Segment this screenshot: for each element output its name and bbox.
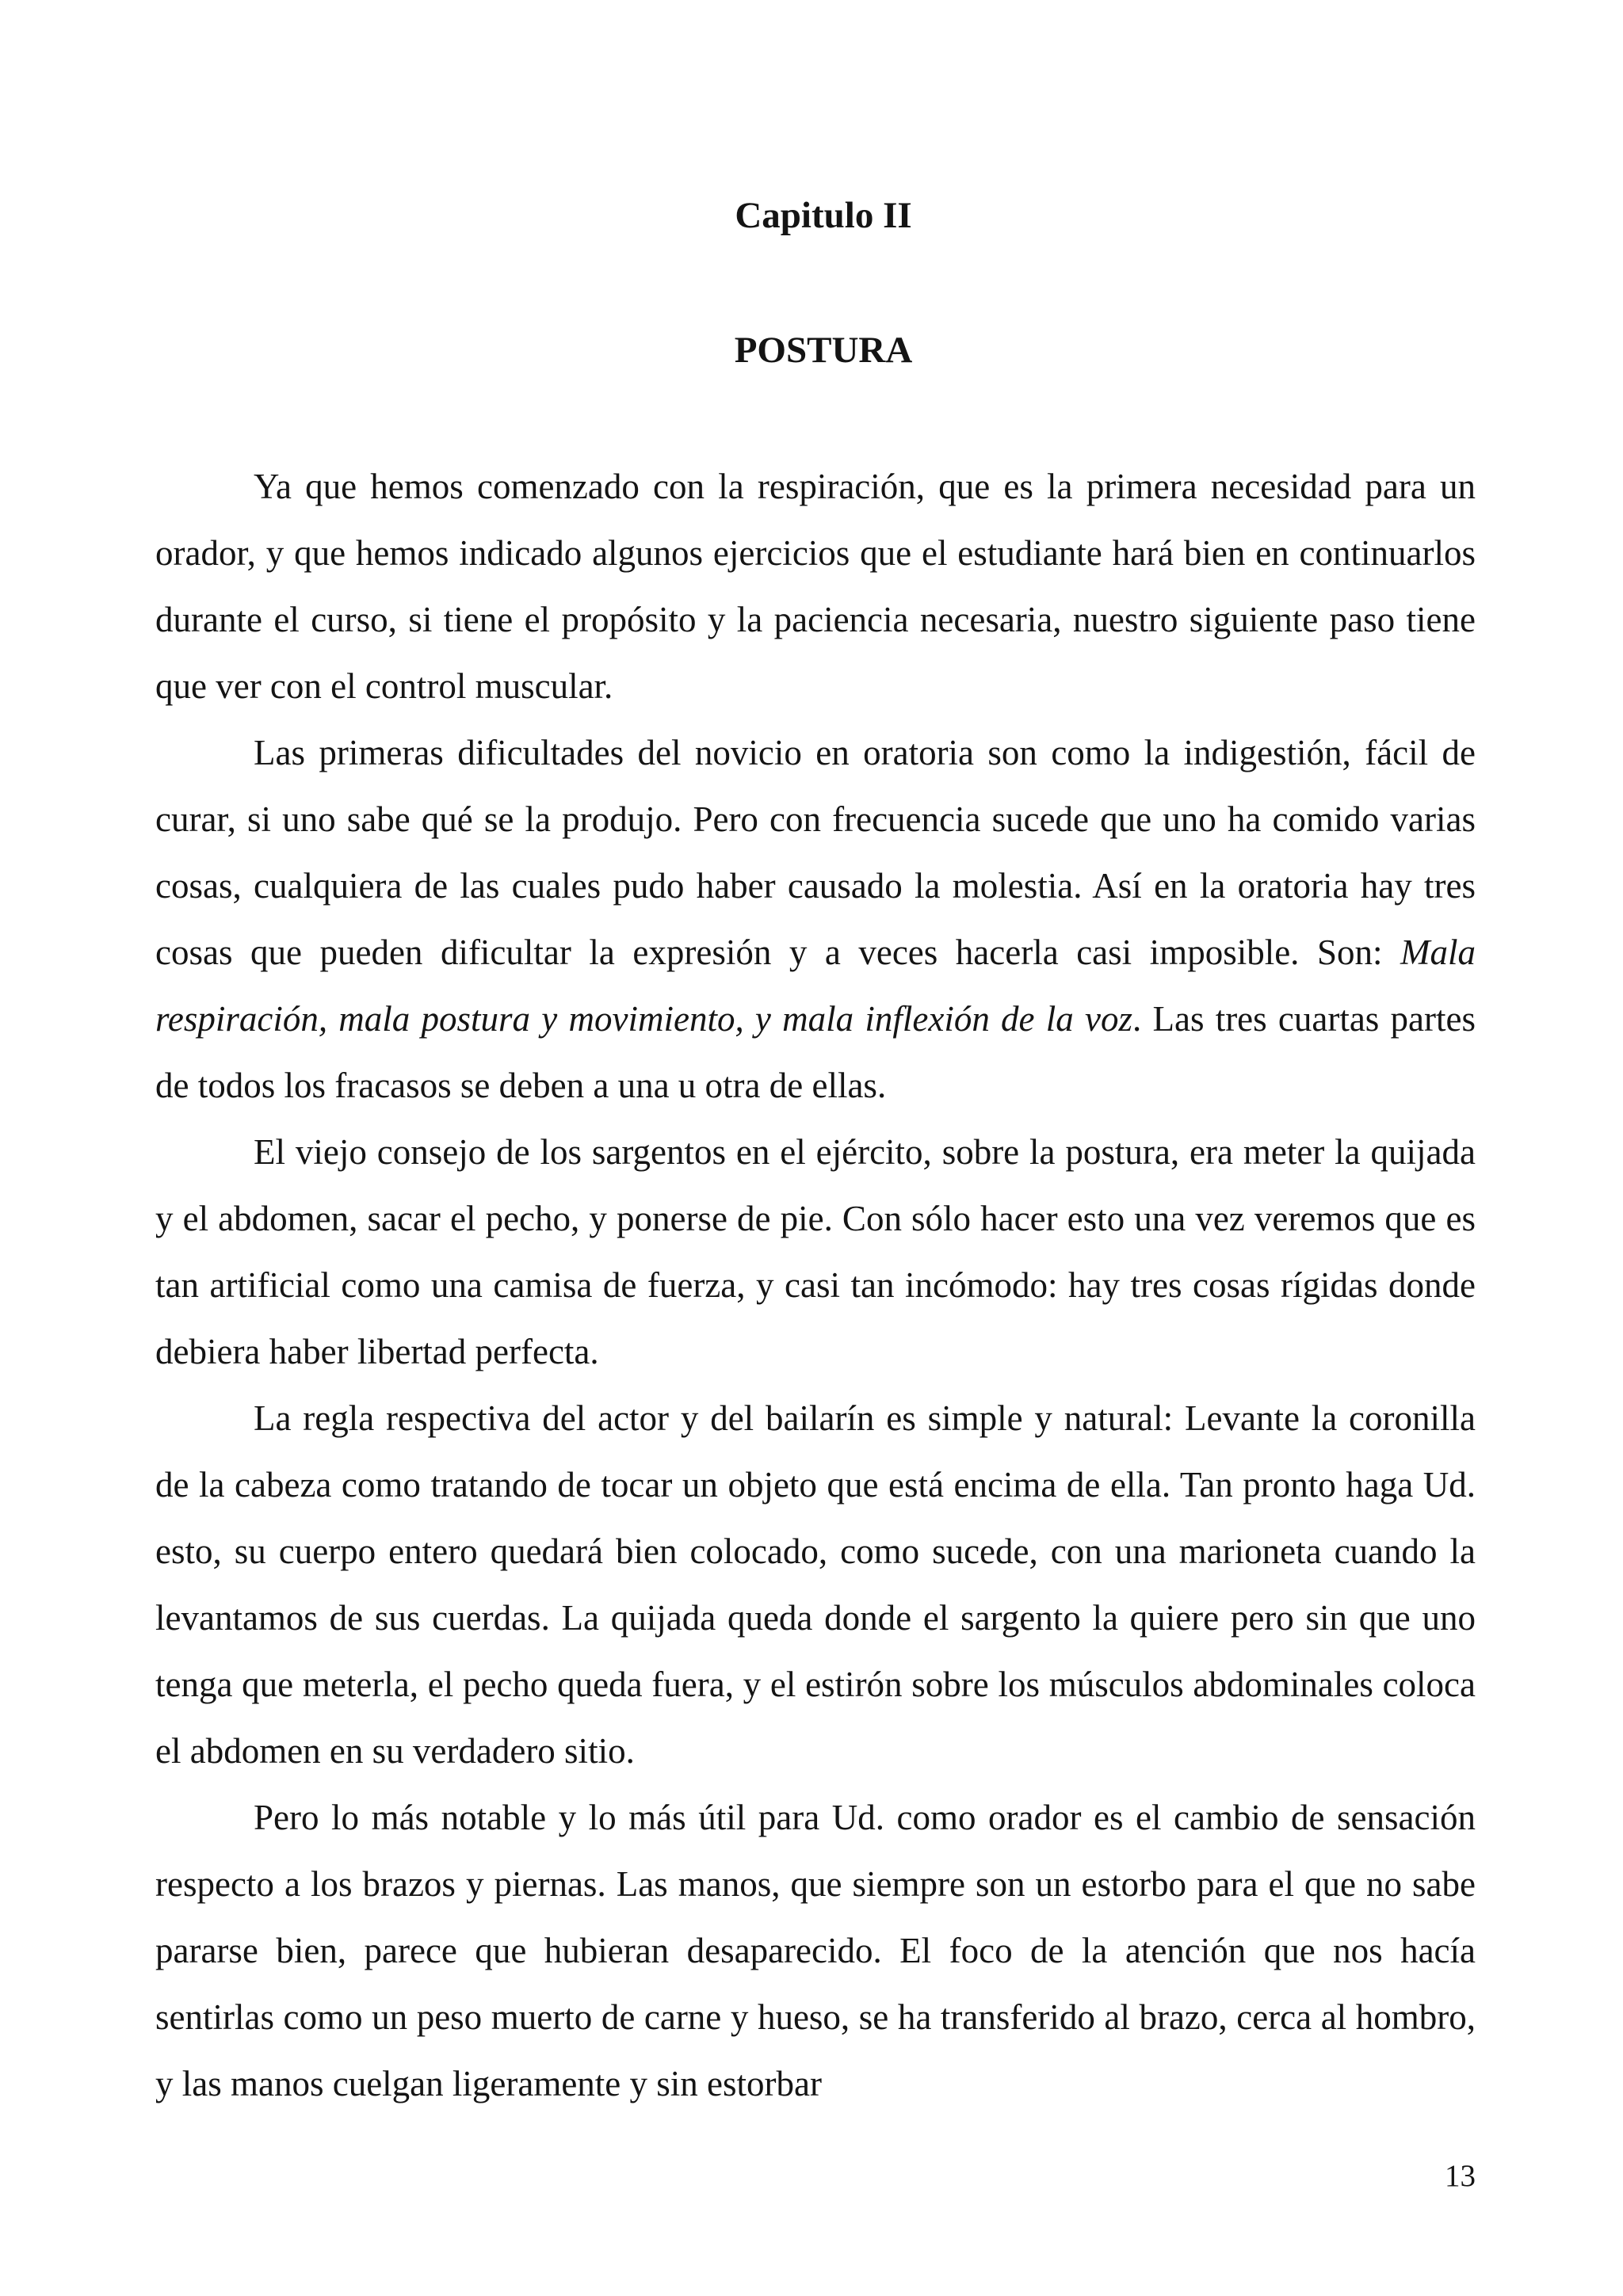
chapter-title: Capitulo II (735, 195, 912, 236)
paragraph-1: Ya que hemos comenzado con la respiración, que es la primera necesidad para un orador, y que hemos indicado algunos ejercicios que el estudiante hará bien en continuarlos durante el curso, si tiene el propósito y la paciencia necesaria, nuestro siguiente paso tiene que ver con el control muscular. (155, 467, 1476, 706)
section-title: POSTURA (734, 330, 913, 371)
paragraph-2 (155, 719, 1476, 1119)
paragraph-2-text-end: . Las tres cuartas partes de todos los fracasos se deben a una u otra de ellas. (155, 999, 1476, 1105)
paragraph-4: La regla respectiva del actor y del bailarín es simple y natural: Levante la coronilla de la cabeza como tratando de tocar un objeto que está encima de ella. Tan pronto haga Ud. esto, su cuerpo entero quedará bien colocado, como sucede, con una marioneta cuando la levantamos de sus cuerdas. La quijada queda donde el sargento la quiere pero sin que uno tenga que meterla, el pecho queda fuera, y el estirón sobre los músculos abdominales coloca el abdomen en su verdadero sitio. (155, 1398, 1476, 1771)
paragraph-3: El viejo consejo de los sargentos en el ejército, sobre la postura, era meter la quijada y el abdomen, sacar el pecho, y ponerse de pie. Con sólo hacer esto una vez veremos que es tan artificial como una camisa de fuerza, y casi tan incómodo: hay tres cosas rígidas donde debiera haber libertad perfecta. (155, 1132, 1476, 1371)
body-text (155, 453, 1476, 2117)
paragraph-5: Pero lo más notable y lo más útil para Ud. como orador es el cambio de sensación respecto a los brazos y piernas. Las manos, que siempre son un estorbo para el que no sabe pararse bien, parece que hubieran desaparecido. El foco de la atención que nos hacía sentirlas como un peso muerto de carne y hueso, se ha transferido al brazo, cerca al hombro, y las manos cuelgan ligeramente y sin estorbar (155, 1798, 1476, 2103)
paragraph-2-text-start: Las primeras dificultades del novicio en oratoria son como la indigestión, fácil de curar, si uno sabe qué se la produjo. Pero con frecuencia sucede que uno ha comido varias cosas, cualquiera de las cuales pudo haber causado la molestia. Así en la oratoria hay tres cosas que pueden dificultar la expresión y a veces hacerla casi imposible. Son: (155, 733, 1476, 972)
page-number: 13 (1445, 2159, 1476, 2193)
paragraph-2-italic-phrase: Mala respiración, mala postura y movimiento, y mala inflexión de la voz (155, 933, 1476, 1039)
